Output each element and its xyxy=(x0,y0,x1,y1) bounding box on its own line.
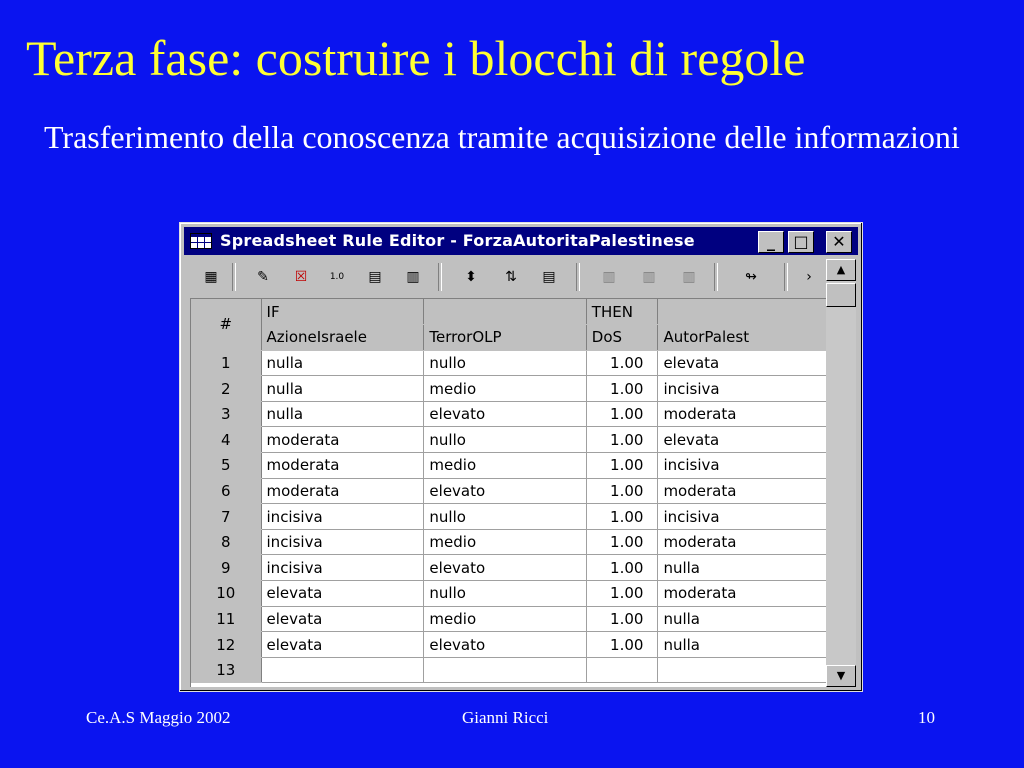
cell-autor-palest[interactable]: elevata xyxy=(658,350,827,376)
cell-azione-israele[interactable]: elevata xyxy=(261,606,424,632)
cell-terror-olp[interactable]: elevato xyxy=(424,632,586,658)
cell-autor-palest[interactable]: incisiva xyxy=(658,504,827,530)
toolbar-separator xyxy=(784,263,788,291)
insert-rule-icon[interactable]: ▤ xyxy=(368,269,382,285)
insert-block-icon[interactable]: ▥ xyxy=(406,269,420,285)
scroll-up-icon[interactable]: ▲ xyxy=(826,259,856,281)
row-number: 8 xyxy=(191,529,261,555)
cell-autor-palest[interactable]: nulla xyxy=(658,606,827,632)
table-row[interactable] xyxy=(191,427,827,453)
row-number: 2 xyxy=(191,376,261,402)
then-section-spacer xyxy=(658,299,827,325)
dos-value-icon[interactable]: 1.0 xyxy=(329,272,345,282)
scroll-thumb[interactable] xyxy=(826,283,856,307)
cell-azione-israele[interactable]: nulla xyxy=(261,350,424,376)
footer-author: Gianni Ricci xyxy=(462,708,549,727)
table-row[interactable] xyxy=(191,529,827,555)
cell-autor-palest[interactable]: moderata xyxy=(658,401,827,427)
table-row[interactable] xyxy=(191,581,827,607)
column-header[interactable]: AzioneIsraele xyxy=(261,325,424,351)
row-number: 13 xyxy=(191,657,261,683)
cell-terror-olp[interactable]: nullo xyxy=(424,504,586,530)
cell-azione-israele[interactable]: moderata xyxy=(261,453,424,479)
rule-editor-window xyxy=(179,222,863,692)
cell-autor-palest[interactable]: nulla xyxy=(658,632,827,658)
link-icon[interactable]: ↬ xyxy=(745,269,757,285)
cell-terror-olp[interactable] xyxy=(424,657,586,683)
table-icon[interactable]: ▤ xyxy=(542,269,556,285)
toolbar-separator xyxy=(714,263,718,291)
cell-dos[interactable]: 1.00 xyxy=(586,581,658,607)
row-number: 1 xyxy=(191,350,261,376)
row-number: 10 xyxy=(191,581,261,607)
minimize-button[interactable]: _ xyxy=(758,231,784,253)
toolbar-separator xyxy=(438,263,442,291)
cell-azione-israele[interactable]: incisiva xyxy=(261,555,424,581)
table-row[interactable] xyxy=(191,350,827,376)
table-row[interactable] xyxy=(191,504,827,530)
spreadsheet-icon xyxy=(190,233,212,249)
row-number: 11 xyxy=(191,606,261,632)
rule-table xyxy=(191,299,827,683)
table-row[interactable] xyxy=(191,555,827,581)
toolbar xyxy=(184,257,858,297)
cell-autor-palest[interactable]: incisiva xyxy=(658,376,827,402)
slide-title: Terza fase: costruire i blocchi di regole xyxy=(26,30,806,86)
row-number: 9 xyxy=(191,555,261,581)
toolbar-separator xyxy=(232,263,236,291)
cell-terror-olp[interactable]: elevato xyxy=(424,478,586,504)
cell-autor-palest[interactable] xyxy=(658,657,827,683)
footer-page-number: 10 xyxy=(918,708,935,727)
grid-view-icon[interactable]: ▦ xyxy=(204,269,218,285)
scroll-down-icon[interactable]: ▼ xyxy=(826,665,856,687)
cell-azione-israele[interactable]: elevata xyxy=(261,632,424,658)
row-number: 12 xyxy=(191,632,261,658)
edit-rule-icon[interactable]: ✎ xyxy=(257,269,269,285)
table-row[interactable] xyxy=(191,376,827,402)
if-section-spacer xyxy=(424,299,586,325)
cell-azione-israele[interactable]: elevata xyxy=(261,581,424,607)
cell-dos[interactable]: 1.00 xyxy=(586,632,658,658)
sort-icon[interactable]: ⇅ xyxy=(505,269,517,285)
cell-autor-palest[interactable]: moderata xyxy=(658,478,827,504)
cell-dos[interactable]: 1.00 xyxy=(586,427,658,453)
maximize-button[interactable]: □ xyxy=(788,231,814,253)
cell-autor-palest[interactable]: moderata xyxy=(658,529,827,555)
row-number: 5 xyxy=(191,453,261,479)
chart-c-icon[interactable]: ▥ xyxy=(682,269,696,285)
rule-grid xyxy=(190,298,827,687)
if-section-label: IF xyxy=(261,299,424,325)
table-row[interactable] xyxy=(191,606,827,632)
window-title: Spreadsheet Rule Editor - ForzaAutoritaPalestinese xyxy=(220,231,695,250)
row-number: 6 xyxy=(191,478,261,504)
toolbar-separator xyxy=(576,263,580,291)
table-row[interactable] xyxy=(191,478,827,504)
delete-rule-icon[interactable]: ☒ xyxy=(294,269,308,285)
table-row[interactable] xyxy=(191,453,827,479)
cell-autor-palest[interactable]: moderata xyxy=(658,581,827,607)
footer-date: Ce.A.S Maggio 2002 xyxy=(86,708,231,727)
rule-rows xyxy=(191,350,827,683)
cell-terror-olp[interactable]: medio xyxy=(424,606,586,632)
cell-azione-israele[interactable]: nulla xyxy=(261,376,424,402)
cell-terror-olp[interactable]: medio xyxy=(424,453,586,479)
row-number: 7 xyxy=(191,504,261,530)
vertical-scrollbar[interactable] xyxy=(826,259,856,687)
cell-azione-israele[interactable]: moderata xyxy=(261,427,424,453)
cell-dos[interactable]: 1.00 xyxy=(586,504,658,530)
column-header[interactable]: AutorPalest xyxy=(658,325,827,351)
cell-azione-israele[interactable]: moderata xyxy=(261,478,424,504)
more-icon[interactable]: › xyxy=(806,269,812,285)
slide-subtitle: Trasferimento della conoscenza tramite acquisizione delle informazioni xyxy=(44,119,960,155)
column-header[interactable]: TerrorOLP xyxy=(424,325,586,351)
row-number-header: # xyxy=(191,299,261,350)
cell-terror-olp[interactable]: medio xyxy=(424,529,586,555)
cell-terror-olp[interactable]: elevato xyxy=(424,401,586,427)
row-number: 3 xyxy=(191,401,261,427)
cell-dos[interactable]: 1.00 xyxy=(586,529,658,555)
row-number: 4 xyxy=(191,427,261,453)
expand-collapse-icon[interactable]: ⬍ xyxy=(465,269,477,285)
cell-dos[interactable]: 1.00 xyxy=(586,555,658,581)
table-row[interactable] xyxy=(191,632,827,658)
cell-dos[interactable]: 1.00 xyxy=(586,376,658,402)
cell-dos[interactable]: 1.00 xyxy=(586,453,658,479)
cell-terror-olp[interactable]: nullo xyxy=(424,581,586,607)
cell-dos[interactable]: 1.00 xyxy=(586,478,658,504)
cell-dos[interactable]: 1.00 xyxy=(586,606,658,632)
cell-azione-israele[interactable]: incisiva xyxy=(261,529,424,555)
cell-dos[interactable]: 1.00 xyxy=(586,350,658,376)
cell-azione-israele[interactable] xyxy=(261,657,424,683)
window-titlebar[interactable] xyxy=(184,227,858,255)
table-row[interactable] xyxy=(191,401,827,427)
cell-terror-olp[interactable]: nullo xyxy=(424,427,586,453)
cell-terror-olp[interactable]: medio xyxy=(424,376,586,402)
cell-azione-israele[interactable]: nulla xyxy=(261,401,424,427)
cell-dos[interactable] xyxy=(586,657,658,683)
close-button[interactable]: ✕ xyxy=(826,231,852,253)
cell-terror-olp[interactable]: elevato xyxy=(424,555,586,581)
chart-b-icon[interactable]: ▥ xyxy=(642,269,656,285)
chart-a-icon[interactable]: ▥ xyxy=(602,269,616,285)
cell-terror-olp[interactable]: nullo xyxy=(424,350,586,376)
column-header[interactable]: DoS xyxy=(586,325,658,351)
cell-dos[interactable]: 1.00 xyxy=(586,401,658,427)
table-row[interactable] xyxy=(191,657,827,683)
cell-autor-palest[interactable]: elevata xyxy=(658,427,827,453)
cell-azione-israele[interactable]: incisiva xyxy=(261,504,424,530)
cell-autor-palest[interactable]: nulla xyxy=(658,555,827,581)
then-section-label: THEN xyxy=(586,299,658,325)
cell-autor-palest[interactable]: incisiva xyxy=(658,453,827,479)
